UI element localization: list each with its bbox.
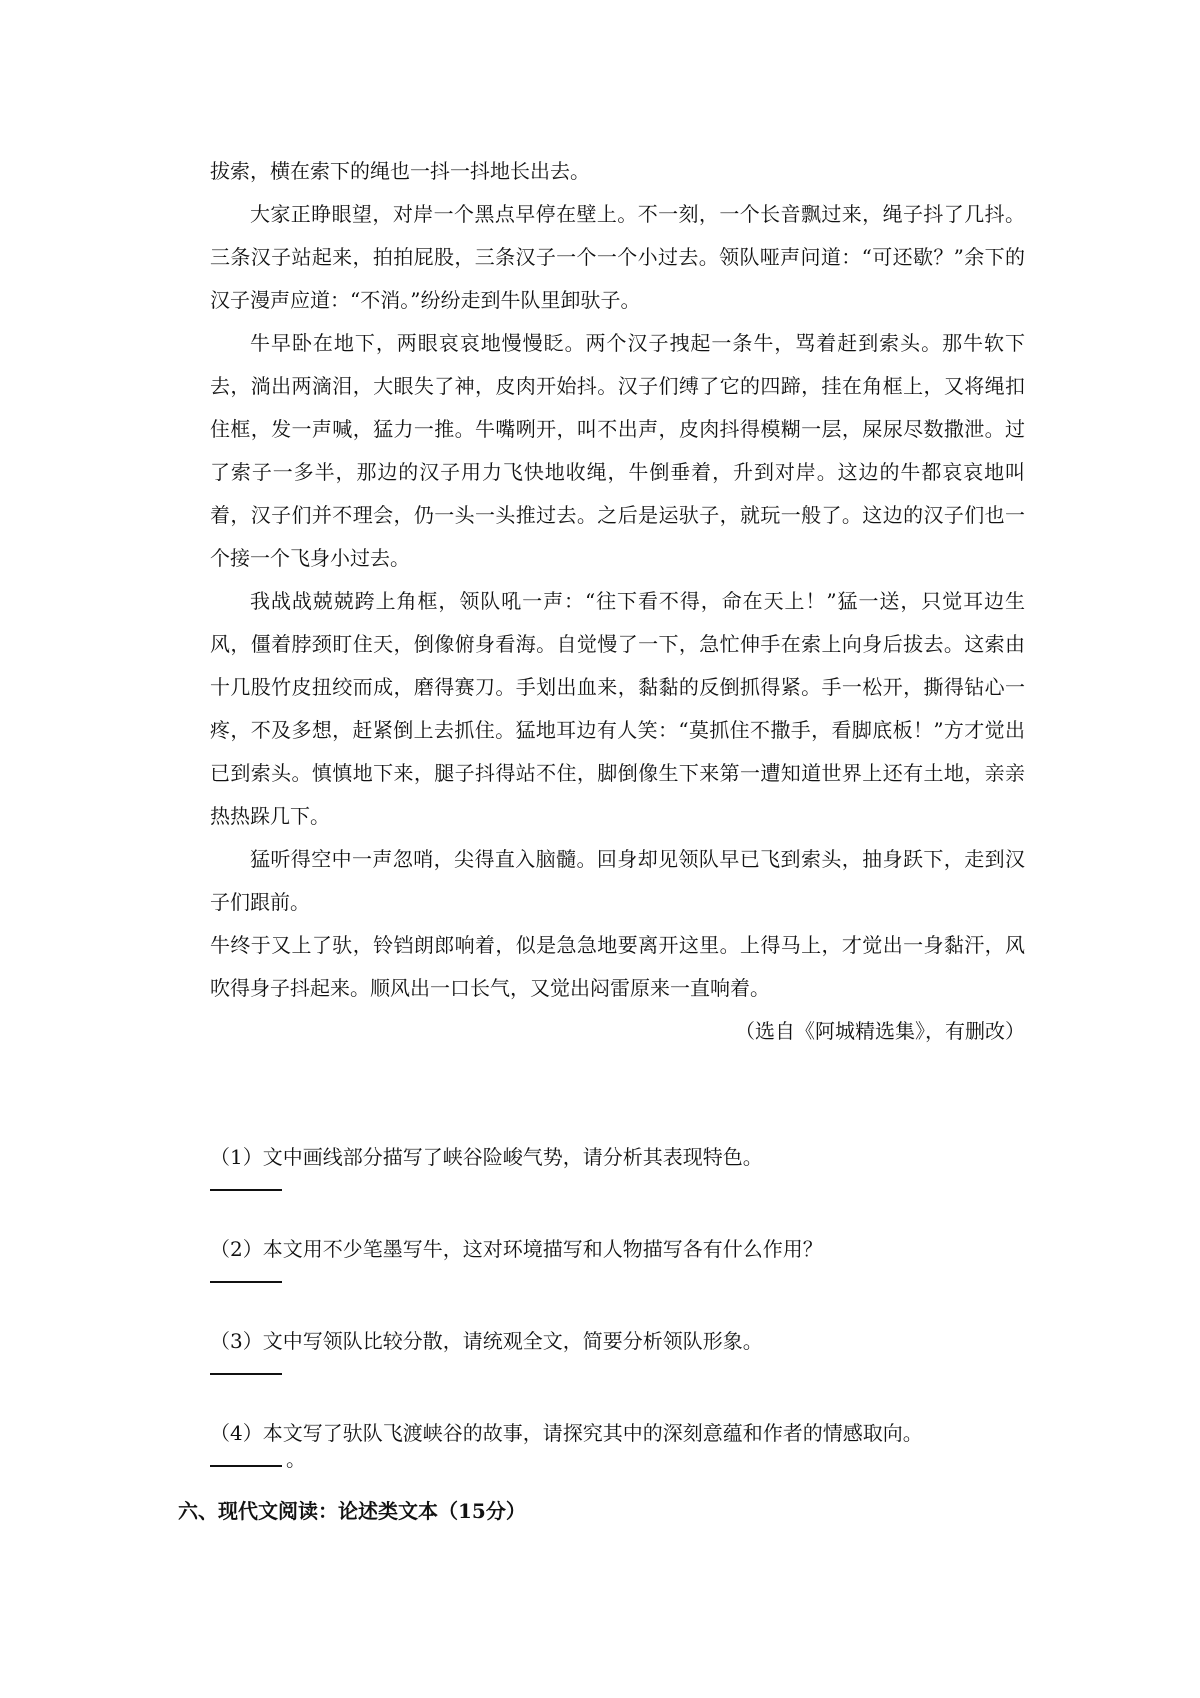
- answer-line: [210, 1361, 282, 1375]
- answer-line: [210, 1453, 282, 1467]
- answer-line: [210, 1177, 282, 1191]
- passage-paragraph-1: 拔索，横在索下的绳也一抖一抖地长出去。: [210, 159, 590, 183]
- passage-paragraph-4: 我战战兢兢跨上角框，领队吼一声：“往下看不得，命在天上！”猛一送，只觉耳边生风，僵着脖颈盯住天，倒像俯身看海。自觉慢了一下，急忙伸手在索上向身后拔去。这索由十几股竹皮扭绞而成，磨得赛刀。手划出血来，黏黏的反倒抓得紧。手一松开，撕得钻心一疼，不及多想，赶紧倒上去抓住。猛地耳边有人笑：“莫抓住不撒手，看脚底板！”方才觉出已到索头。慎慎地下来，腿子抖得站不住，脚倒像生下来第一遭知道世界上还有土地，亲亲热热跺几下。: [210, 589, 1025, 828]
- question-list: [210, 1137, 1025, 1505]
- passage-paragraph-3: 牛早卧在地下，两眼哀哀地慢慢眨。两个汉子拽起一条牛，骂着赶到索头。那牛软下去，淌出两滴泪，大眼失了神，皮肉开始抖。汉子们缚了它的四蹄，挂在角框上，又将绳扣住框，发一声喊，猛力一推。牛嘴咧开，叫不出声，皮肉抖得模糊一层，屎尿尽数撒泄。过了索子一多半，那边的汉子用力飞快地收绳，牛倒垂着，升到对岸。这边的牛都哀哀地叫着，汉子们并不理会，仍一头一头推过去。之后是运驮子，就玩一般了。这边的汉子们也一个接一个飞身小过去。: [210, 331, 1025, 570]
- answer-blank-3[interactable]: [210, 1361, 1025, 1413]
- passage-paragraph-5: 猛听得空中一声忽哨，尖得直入脑髓。回身却见领队早已飞到索头，抽身跃下，走到汉子们跟前。: [210, 847, 1025, 914]
- passage-paragraph-2: 大家正睁眼望，对岸一个黑点早停在壁上。不一刻，一个长音飘过来，绳子抖了几抖。三条汉子站起来，拍拍屁股，三条汉子一个一个小过去。领队哑声问道：“可还歇？”余下的汉子漫声应道：“不消。”纷纷走到牛队里卸驮子。: [210, 202, 1025, 312]
- passage-paragraph-6: 牛终于又上了驮，铃铛朗郎响着，似是急急地要离开这里。上得马上，才觉出一身黏汗，风吹得身子抖起来。顺风出一口长气，又觉出闷雷原来一直响着。: [210, 933, 1025, 1000]
- reading-passage: [210, 150, 1025, 1053]
- answer-blank-1[interactable]: [210, 1177, 1025, 1229]
- section-heading: 六、现代文阅读：论述类文本（15分）: [178, 1499, 526, 1523]
- answer-line: [210, 1269, 282, 1283]
- answer-blank-2[interactable]: [210, 1269, 1025, 1321]
- question-3: （3）文中写领队比较分散，请统观全文，简要分析领队形象。: [210, 1329, 763, 1353]
- answer-end-mark: 。: [286, 1447, 306, 1471]
- passage-source: （选自《阿城精选集》，有删改）: [735, 1019, 1025, 1043]
- question-2: （2）本文用不少笔墨写牛，这对环境描写和人物描写各有什么作用？: [210, 1237, 823, 1261]
- question-1: （1）文中画线部分描写了峡谷险峻气势，请分析其表现特色。: [210, 1145, 763, 1169]
- question-4: （4）本文写了驮队飞渡峡谷的故事，请探究其中的深刻意蕴和作者的情感取向。: [210, 1421, 923, 1445]
